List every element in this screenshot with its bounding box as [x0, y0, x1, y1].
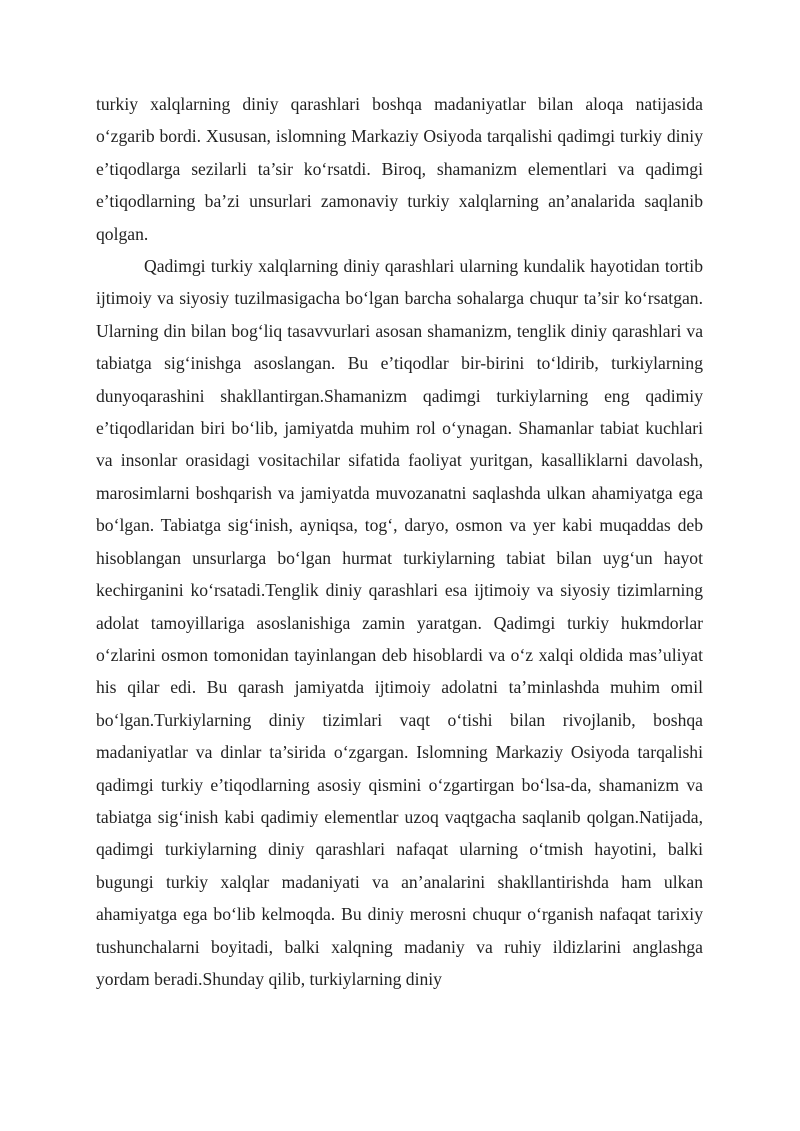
paragraph-main: Qadimgi turkiy xalqlarning diniy qarashlari ularning kundalik hayotidan tortib ijtimoiy va siyosiy tuzilmasigacha bo‘lgan barcha sohalarga chuqur ta’sir ko‘rsatgan. Ularning din bilan bog‘liq tasavvurlari asosan shamanizm, tenglik diniy qarashlari va tabiatga sig‘inishga asoslangan. Bu e’tiqodlar bir-birini to‘ldirib, turkiylarning dunyoqarashini shakllantirgan.Shamanizm qadimgi turkiylarning eng qadimiy e’tiqodlaridan biri bo‘lib, jamiyatda muhim rol o‘ynagan. Shamanlar tabiat kuchlari va insonlar orasidagi vositachilar sifatida faoliyat yuritgan, kasalliklarni davolash, marosimlarni boshqarish va jamiyatda muvozanatni saqlashda ulkan ahamiyatga ega bo‘lgan. Tabiatga sig‘inish, ayniqsa, tog‘, daryo, osmon va yer kabi muqaddas deb hisoblangan unsurlarga bo‘lgan hurmat turkiylarning tabiat bilan uyg‘un hayot kechirganini ko‘rsatadi.Tenglik diniy qarashlari esa ijtimoiy va siyosiy tizimlarning adolat tamoyillariga asoslanishiga zamin yaratgan. Qadimgi turkiy hukmdorlar o‘zlarini osmon tomonidan tayinlangan deb hisoblardi va o‘z xalqi oldida mas’uliyat his qilar edi. Bu qarash jamiyatda ijtimoiy adolatni ta’minlashda muhim omil bo‘lgan.Turkiylarning diniy tizimlari vaqt o‘tishi bilan rivojlanib, boshqa madaniyatlar va dinlar ta’sirida o‘zgargan. Islomning Markaziy Osiyoda tarqalishi qadimgi turkiy e’tiqodlarning asosiy qismini o‘zgartirgan bo‘lsa-da, shamanizm va tabiatga sig‘inish kabi qadimiy elementlar uzoq vaqtgacha saqlanib qolgan.Natijada, qadimgi turkiylarning diniy qarashlari nafaqat ularning o‘tmish hayotini, balki bugungi turkiy xalqlar madaniyati va an’analarini shakllantirishda ham ulkan ahamiyatga ega bo‘lib kelmoqda. Bu diniy merosni chuqur o‘rganish nafaqat tarixiy tushunchalarni boyitadi, balki xalqning madaniy va ruhiy ildizlarini anglashga yordam beradi.Shunday qilib, turkiylarning diniy — [96, 256, 703, 989]
document-page — [96, 88, 703, 995]
paragraph-continuation: turkiy xalqlarning diniy qarashlari boshqa madaniyatlar bilan aloqa natijasida o‘zgarib bordi. Xususan, islomning Markaziy Osiyoda tarqalishi qadimgi turkiy diniy e’tiqodlarga sezilarli ta’sir ko‘rsatdi. Biroq, shamanizm elementlari va qadimgi e’tiqodlarning ba’zi unsurlari zamonaviy turkiy xalqlarning an’analarida saqlanib qolgan. — [96, 94, 703, 244]
